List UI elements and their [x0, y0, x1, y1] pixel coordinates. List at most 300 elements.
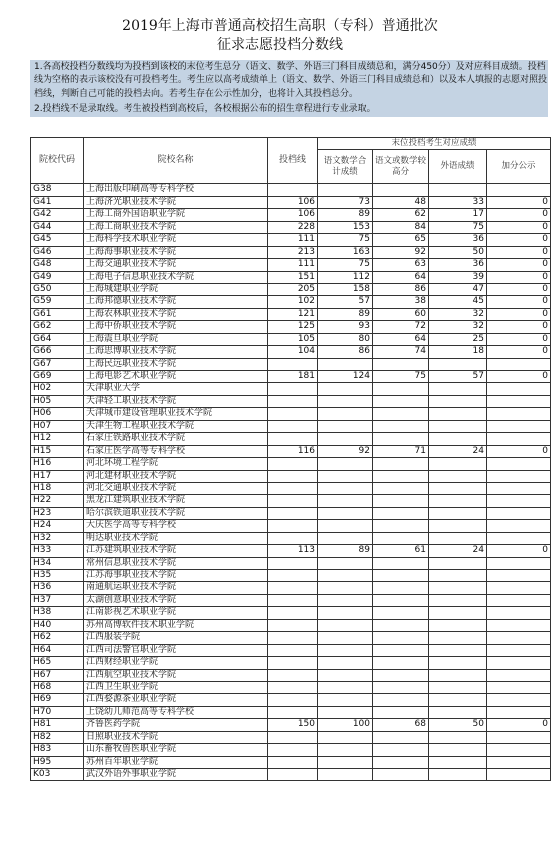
cell-foreign: [429, 694, 487, 706]
cell-line: 150: [268, 719, 318, 731]
cell-bonus: 0: [487, 321, 551, 333]
cell-line: [268, 507, 318, 519]
cell-foreign: 25: [429, 333, 487, 345]
cell-higher: [373, 470, 429, 482]
cell-foreign: [429, 358, 487, 370]
table-row: [31, 482, 551, 494]
cell-foreign: 75: [429, 221, 487, 233]
cell-line: 111: [268, 234, 318, 246]
cell-name: 太湖创意职业技术学院: [84, 594, 268, 606]
cell-bonus: [487, 470, 551, 482]
cell-higher: 65: [373, 234, 429, 246]
cell-bonus: [487, 669, 551, 681]
table-row: [31, 681, 551, 693]
cell-chinese-math: [318, 681, 373, 693]
cell-name: 齐鲁医药学院: [84, 719, 268, 731]
cell-name: 江西财经职业学院: [84, 657, 268, 669]
cell-higher: [373, 744, 429, 756]
cell-name: 上海海事职业技术学院: [84, 246, 268, 258]
cell-higher: 84: [373, 221, 429, 233]
cell-higher: 71: [373, 445, 429, 457]
table-row: [31, 470, 551, 482]
cell-higher: [373, 669, 429, 681]
cell-chinese-math: [318, 594, 373, 606]
cell-higher: [373, 184, 429, 196]
cell-code: G67: [31, 358, 84, 370]
table-row: [31, 495, 551, 507]
cell-bonus: [487, 433, 551, 445]
cell-chinese-math: 89: [318, 308, 373, 320]
cell-chinese-math: [318, 619, 373, 631]
cell-name: 天津职业大学: [84, 383, 268, 395]
cell-chinese-math: 100: [318, 719, 373, 731]
cell-higher: [373, 383, 429, 395]
cell-code: H69: [31, 694, 84, 706]
cell-chinese-math: [318, 731, 373, 743]
cell-name: 江西司法警官职业学院: [84, 644, 268, 656]
table-row: [31, 445, 551, 457]
cell-foreign: 50: [429, 719, 487, 731]
cell-line: [268, 408, 318, 420]
cell-code: H23: [31, 507, 84, 519]
cell-foreign: [429, 731, 487, 743]
cell-name: 上海民远职业技术学院: [84, 358, 268, 370]
cell-foreign: [429, 644, 487, 656]
table-row: [31, 221, 551, 233]
table-row: [31, 271, 551, 283]
cell-higher: [373, 582, 429, 594]
cell-name: 江西服装学院: [84, 632, 268, 644]
cell-code: H95: [31, 756, 84, 768]
cell-chinese-math: [318, 433, 373, 445]
cell-foreign: [429, 632, 487, 644]
cell-chinese-math: [318, 706, 373, 718]
cell-bonus: 0: [487, 246, 551, 258]
cell-bonus: [487, 756, 551, 768]
cell-code: H16: [31, 458, 84, 470]
cell-name: 石家庄医学高等专科学校: [84, 445, 268, 457]
cell-chinese-math: [318, 358, 373, 370]
cell-bonus: [487, 619, 551, 631]
table-row: [31, 619, 551, 631]
cell-code: H68: [31, 681, 84, 693]
header-group: 末位投档考生对应成绩: [318, 138, 551, 150]
cell-chinese-math: 158: [318, 283, 373, 295]
table-row: [31, 283, 551, 295]
cell-bonus: 0: [487, 719, 551, 731]
cell-name: 上海农林职业技术学院: [84, 308, 268, 320]
cell-bonus: [487, 594, 551, 606]
cell-name: 江西婺源茶业职业学院: [84, 694, 268, 706]
cell-name: 黑龙江建筑职业技术学院: [84, 495, 268, 507]
cell-higher: [373, 395, 429, 407]
cell-name: 河北交通职业技术学院: [84, 482, 268, 494]
cell-chinese-math: [318, 632, 373, 644]
table-row: [31, 706, 551, 718]
cell-foreign: [429, 681, 487, 693]
cell-foreign: [429, 532, 487, 544]
cell-line: [268, 470, 318, 482]
cell-higher: 62: [373, 209, 429, 221]
table-row: [31, 395, 551, 407]
cell-higher: [373, 619, 429, 631]
cell-foreign: [429, 607, 487, 619]
cell-line: 205: [268, 283, 318, 295]
cell-chinese-math: [318, 507, 373, 519]
cell-line: [268, 495, 318, 507]
table-row: [31, 545, 551, 557]
table-row: [31, 234, 551, 246]
cell-code: G61: [31, 308, 84, 320]
table-row: [31, 507, 551, 519]
table-row: [31, 557, 551, 569]
cell-foreign: [429, 570, 487, 582]
cell-name: 日照职业技术学院: [84, 731, 268, 743]
cell-name: 江苏建筑职业技术学院: [84, 545, 268, 557]
cell-bonus: [487, 557, 551, 569]
cell-foreign: 17: [429, 209, 487, 221]
cell-bonus: [487, 744, 551, 756]
cell-foreign: [429, 756, 487, 768]
cell-foreign: [429, 433, 487, 445]
cell-higher: [373, 495, 429, 507]
cell-line: [268, 557, 318, 569]
cell-higher: [373, 532, 429, 544]
cell-chinese-math: [318, 557, 373, 569]
cell-code: H38: [31, 607, 84, 619]
table-row: [31, 246, 551, 258]
note-1: 1.各高校投档分数线均为投档到该校的末位考生总分（语文、数学、外语三门科目成绩总和，满分450分）及对应科目成绩。投档线为空格的表示该校没有可投档考生。考生应以高考成绩单上（语文、数学、外语三门科目成绩总和）以及本人填报的志愿对照投档线，判断自己可能的投档去向。若考生存在公示性加分，也将计入其投档总分。: [30, 60, 548, 102]
cell-foreign: [429, 706, 487, 718]
cell-foreign: [429, 458, 487, 470]
cell-bonus: 0: [487, 259, 551, 271]
cell-name: 上海思博职业技术学院: [84, 346, 268, 358]
cell-bonus: [487, 458, 551, 470]
cell-bonus: [487, 358, 551, 370]
cell-chinese-math: 57: [318, 296, 373, 308]
cell-foreign: [429, 470, 487, 482]
cell-bonus: [487, 420, 551, 432]
cell-foreign: [429, 482, 487, 494]
header-code: 院校代码: [31, 138, 84, 184]
cell-line: [268, 184, 318, 196]
cell-line: [268, 731, 318, 743]
cell-bonus: 0: [487, 209, 551, 221]
cell-bonus: [487, 731, 551, 743]
table-row: [31, 458, 551, 470]
cell-line: [268, 383, 318, 395]
cell-higher: 63: [373, 259, 429, 271]
cell-chinese-math: [318, 532, 373, 544]
cell-line: [268, 669, 318, 681]
cell-chinese-math: 75: [318, 259, 373, 271]
cell-bonus: [487, 694, 551, 706]
table-row: [31, 532, 551, 544]
cell-code: G49: [31, 271, 84, 283]
cell-chinese-math: [318, 657, 373, 669]
cell-line: 102: [268, 296, 318, 308]
cell-chinese-math: 73: [318, 196, 373, 208]
cell-bonus: 0: [487, 445, 551, 457]
cell-foreign: [429, 495, 487, 507]
header-sub-foreign: 外语成绩: [429, 150, 487, 184]
cell-foreign: [429, 594, 487, 606]
cell-bonus: [487, 570, 551, 582]
cell-line: [268, 694, 318, 706]
cell-code: G45: [31, 234, 84, 246]
cell-foreign: 39: [429, 271, 487, 283]
cell-higher: 75: [373, 371, 429, 383]
cell-foreign: [429, 520, 487, 532]
cell-name: 山东畜牧兽医职业学院: [84, 744, 268, 756]
cell-code: K03: [31, 769, 84, 781]
cell-foreign: 57: [429, 371, 487, 383]
cell-name: 上海震旦职业学院: [84, 333, 268, 345]
cell-chinese-math: 89: [318, 209, 373, 221]
cell-bonus: [487, 383, 551, 395]
cell-line: [268, 520, 318, 532]
cell-higher: [373, 433, 429, 445]
table-row: [31, 756, 551, 768]
table-row: [31, 570, 551, 582]
notes-block: [30, 60, 548, 117]
cell-name: 天津轻工职业技术学院: [84, 395, 268, 407]
cell-line: [268, 632, 318, 644]
cell-code: G41: [31, 196, 84, 208]
cell-bonus: [487, 607, 551, 619]
cell-higher: 74: [373, 346, 429, 358]
cell-code: G42: [31, 209, 84, 221]
cell-code: H35: [31, 570, 84, 582]
table-row: [31, 346, 551, 358]
table-body: [31, 184, 551, 781]
cell-chinese-math: 80: [318, 333, 373, 345]
cell-foreign: 47: [429, 283, 487, 295]
cell-bonus: [487, 644, 551, 656]
table-row: [31, 196, 551, 208]
cell-chinese-math: 112: [318, 271, 373, 283]
cell-name: 苏州百年职业学院: [84, 756, 268, 768]
cell-name: 上海工商外国语职业学院: [84, 209, 268, 221]
cell-chinese-math: [318, 669, 373, 681]
cell-foreign: 36: [429, 234, 487, 246]
table-row: [31, 321, 551, 333]
cell-foreign: 24: [429, 445, 487, 457]
table-row: [31, 433, 551, 445]
cell-name: 上海中侨职业技术学院: [84, 321, 268, 333]
cell-foreign: [429, 383, 487, 395]
cell-chinese-math: 86: [318, 346, 373, 358]
cell-line: 181: [268, 371, 318, 383]
cell-chinese-math: [318, 395, 373, 407]
table-row: [31, 632, 551, 644]
header-name: 院校名称: [84, 138, 268, 184]
header-sub-higher: 语文或数学较高分: [373, 150, 429, 184]
table-row: [31, 731, 551, 743]
cell-chinese-math: 89: [318, 545, 373, 557]
cell-code: H24: [31, 520, 84, 532]
cell-bonus: 0: [487, 283, 551, 295]
cell-foreign: [429, 619, 487, 631]
cell-code: H02: [31, 383, 84, 395]
cell-line: [268, 433, 318, 445]
cell-code: H83: [31, 744, 84, 756]
cell-line: 106: [268, 196, 318, 208]
cell-code: H12: [31, 433, 84, 445]
cell-line: 105: [268, 333, 318, 345]
cell-line: [268, 420, 318, 432]
cell-line: [268, 756, 318, 768]
cell-chinese-math: [318, 520, 373, 532]
cell-code: G50: [31, 283, 84, 295]
cell-foreign: [429, 557, 487, 569]
cell-foreign: [429, 582, 487, 594]
cell-chinese-math: 124: [318, 371, 373, 383]
cell-code: H37: [31, 594, 84, 606]
cell-higher: 86: [373, 283, 429, 295]
table-row: [31, 594, 551, 606]
cell-code: H81: [31, 719, 84, 731]
cell-higher: [373, 458, 429, 470]
cell-bonus: 0: [487, 333, 551, 345]
cell-code: G44: [31, 221, 84, 233]
cell-higher: [373, 507, 429, 519]
cell-foreign: 24: [429, 545, 487, 557]
cell-code: H07: [31, 420, 84, 432]
cell-name: 苏州高博软件技术职业学院: [84, 619, 268, 631]
cell-name: 河北建材职业技术学院: [84, 470, 268, 482]
cell-bonus: [487, 769, 551, 781]
cell-foreign: [429, 744, 487, 756]
cell-foreign: [429, 395, 487, 407]
cell-chinese-math: [318, 694, 373, 706]
document-title-line2: 征求志愿投档分数线: [217, 37, 343, 53]
cell-code: H05: [31, 395, 84, 407]
cell-code: G46: [31, 246, 84, 258]
cell-name: 上海工商职业技术学院: [84, 221, 268, 233]
cell-chinese-math: [318, 769, 373, 781]
cell-code: H18: [31, 482, 84, 494]
cell-higher: [373, 644, 429, 656]
cell-bonus: [487, 681, 551, 693]
cell-code: H64: [31, 644, 84, 656]
cell-chinese-math: [318, 495, 373, 507]
cell-higher: [373, 557, 429, 569]
cell-code: H17: [31, 470, 84, 482]
cell-chinese-math: 92: [318, 445, 373, 457]
cell-higher: [373, 520, 429, 532]
cell-code: H06: [31, 408, 84, 420]
cell-line: 213: [268, 246, 318, 258]
cell-name: 上海邦德职业技术学院: [84, 296, 268, 308]
document-title-line1: 2019年上海市普通高校招生高职（专科）普通批次: [122, 18, 438, 34]
cell-higher: [373, 731, 429, 743]
table-row: [31, 644, 551, 656]
cell-name: 南通航运职业技术学院: [84, 582, 268, 594]
cell-name: 哈尔滨铁道职业技术学院: [84, 507, 268, 519]
cell-code: H22: [31, 495, 84, 507]
table-row: [31, 408, 551, 420]
cell-line: 228: [268, 221, 318, 233]
cell-bonus: 0: [487, 234, 551, 246]
cell-higher: [373, 482, 429, 494]
cell-name: 大庆医学高等专科学校: [84, 520, 268, 532]
cell-bonus: 0: [487, 371, 551, 383]
note-2: 2.投档线不是录取线。考生被投档到高校后，各校根据公布的招生章程进行专业录取。: [30, 102, 548, 117]
cell-chinese-math: 93: [318, 321, 373, 333]
cell-foreign: 36: [429, 259, 487, 271]
cell-code: H36: [31, 582, 84, 594]
cell-line: 111: [268, 259, 318, 271]
cell-higher: 61: [373, 545, 429, 557]
cell-name: 上海电子信息职业技术学院: [84, 271, 268, 283]
cell-bonus: [487, 706, 551, 718]
cell-bonus: [487, 532, 551, 544]
cell-foreign: [429, 507, 487, 519]
cell-name: 河北环境工程学院: [84, 458, 268, 470]
cell-code: H82: [31, 731, 84, 743]
cell-line: 125: [268, 321, 318, 333]
cell-foreign: 50: [429, 246, 487, 258]
cell-name: 明达职业技术学院: [84, 532, 268, 544]
cell-code: H65: [31, 657, 84, 669]
cell-bonus: [487, 657, 551, 669]
cell-bonus: [487, 408, 551, 420]
cell-name: 上海交通职业技术学院: [84, 259, 268, 271]
cell-foreign: [429, 769, 487, 781]
table-row: [31, 694, 551, 706]
table-row: [31, 769, 551, 781]
cell-bonus: 0: [487, 346, 551, 358]
cell-bonus: [487, 482, 551, 494]
cell-chinese-math: [318, 570, 373, 582]
cell-higher: [373, 681, 429, 693]
header-line: 投档线: [268, 138, 318, 184]
cell-code: G48: [31, 259, 84, 271]
table-row: [31, 209, 551, 221]
cell-bonus: [487, 632, 551, 644]
cell-bonus: 0: [487, 271, 551, 283]
cell-line: 106: [268, 209, 318, 221]
cell-line: [268, 644, 318, 656]
cell-bonus: [487, 582, 551, 594]
cell-chinese-math: [318, 408, 373, 420]
cell-chinese-math: [318, 744, 373, 756]
cell-name: 上海电影艺术职业学院: [84, 371, 268, 383]
cell-line: [268, 570, 318, 582]
cell-foreign: [429, 420, 487, 432]
cell-line: [268, 607, 318, 619]
cell-higher: [373, 594, 429, 606]
cell-code: H70: [31, 706, 84, 718]
cell-name: 江苏海事职业技术学院: [84, 570, 268, 582]
cell-higher: [373, 706, 429, 718]
cell-bonus: [487, 520, 551, 532]
table-row: [31, 719, 551, 731]
cell-higher: 72: [373, 321, 429, 333]
cell-chinese-math: [318, 383, 373, 395]
header-sub-chinese-math: 语文数学合计成绩: [318, 150, 373, 184]
cell-foreign: [429, 669, 487, 681]
cell-bonus: 0: [487, 196, 551, 208]
cell-foreign: 32: [429, 321, 487, 333]
cell-name: 江南影视艺术职业学院: [84, 607, 268, 619]
cell-foreign: 33: [429, 196, 487, 208]
table-row: [31, 744, 551, 756]
cell-line: [268, 681, 318, 693]
cell-chinese-math: [318, 607, 373, 619]
cell-code: H67: [31, 669, 84, 681]
